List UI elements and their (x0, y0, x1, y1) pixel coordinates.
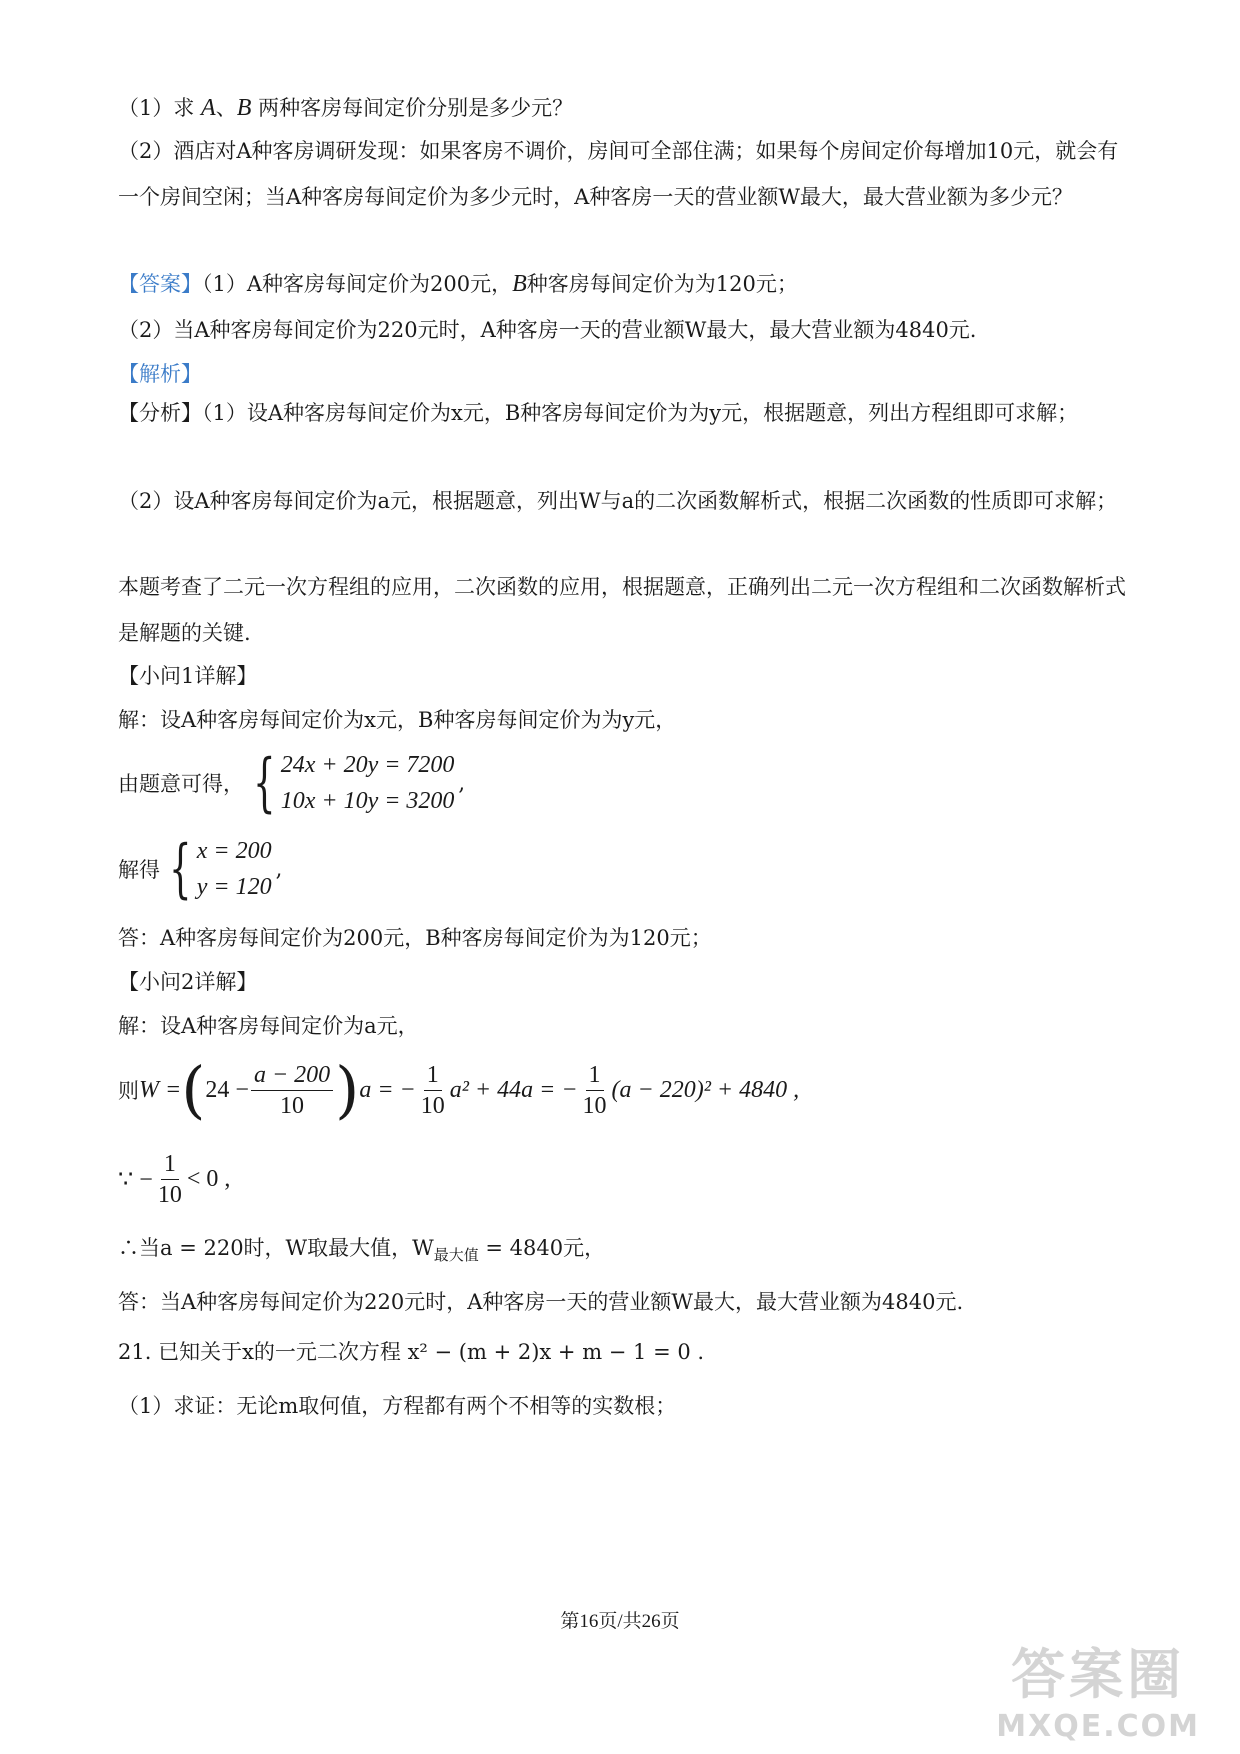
answer-tag: 【答案】 (118, 272, 202, 296)
answer-line-2: （2）当A种客房每间定价为220元时，A种客房一天的营业额W最大，最大营业额为4840元. (118, 318, 977, 342)
sub1-equation-system: 由题意可得， { 24x + 20y = 7200 10x + 10y = 3200 , (118, 746, 466, 820)
brace-icon: { (253, 746, 276, 820)
sub2-title: 【小问2详解】 (118, 970, 258, 994)
sub1-solution: 解得 { x = 200 y = 120 , (118, 832, 283, 906)
sub2-set: 解：设A种客房每间定价为a元， (118, 1014, 419, 1038)
page-footer: 第16页/共26页 (560, 1611, 680, 1632)
analysis-p3: 本题考查了二元一次方程组的应用，二次函数的应用，根据题意，正确列出二元一次方程组和二次函数解析式是解题的关键. (118, 575, 1126, 645)
answer-line-1: 【答案】（1）A种客房每间定价为200元，B种客房每间定价为为120元； (118, 271, 798, 297)
analysis-tag: 【解析】 (118, 362, 202, 386)
brace-icon: { (169, 832, 192, 906)
fraction: $\frac{1}{10}$ (420, 1061, 445, 1119)
fraction: $\frac{1}{10}$ (157, 1150, 182, 1208)
question-21-part1: （1）求证：无论m取何值，方程都有两个不相等的实数根； (118, 1394, 677, 1418)
question-1: （1）求 A、B 两种客房每间定价分别是多少元？ (118, 95, 574, 121)
question-2: （2）酒店对A种客房调研发现：如果客房不调价，房间可全部住满；如果每个房间定价每增加10元，就会有一个房间空闲；当A种客房每间定价为多少元时，A种客房一天的营业额W最大，最大营业额为多少元？ (118, 139, 1119, 209)
sub1-title: 【小问1详解】 (118, 664, 258, 688)
sub1-answer: 答：A种客房每间定价为200元，B种客房每间定价为为120元； (118, 926, 712, 950)
sub2-because: ∵ − $\frac{1}{10}$ < 0 , (118, 1150, 231, 1208)
question-21-stem: 21. 已知关于x的一元二次方程 x² − (m + 2)x + m − 1 = 0 . (118, 1340, 705, 1364)
watermark-logo: 答案圈 MXQE.COM (996, 1643, 1200, 1744)
fraction: $\frac{1}{10}$ (582, 1061, 607, 1119)
fraction: $\frac{a - 200}{10}$ (251, 1060, 333, 1121)
eq1: 24x + 20y = 7200 (280, 752, 455, 778)
sub2-answer: 答：当A种客房每间定价为220元时，A种客房一天的营业额W最大，最大营业额为4840元. (118, 1290, 964, 1314)
sub2-therefore: ∴当a = 220时，W取最大值，$W_{最大值} = 4840$元， (118, 1236, 606, 1265)
analysis-p1: 【分析】（1）设A种客房每间定价为x元，B种客房每间定价为为y元，根据题意，列出方程组即可求解； (118, 401, 1079, 425)
analysis-p2: （2）设A种客房每间定价为a元，根据题意，列出W与a的二次函数解析式，根据二次函数的性质即可求解； (118, 489, 1118, 513)
sub2-w-formula: 则 W = ( 24 − $\frac{a - 200}{10}$ ) a = − $\frac{1}{10}$ a² + 44a = − $\frac{1}{10}$ (a − 220)² + 4840 , (118, 1053, 800, 1126)
sub1-set: 解：设A种客房每间定价为x元，B种客房每间定价为为y元， (118, 708, 677, 732)
eq2: 10x + 10y = 3200 (280, 788, 455, 814)
